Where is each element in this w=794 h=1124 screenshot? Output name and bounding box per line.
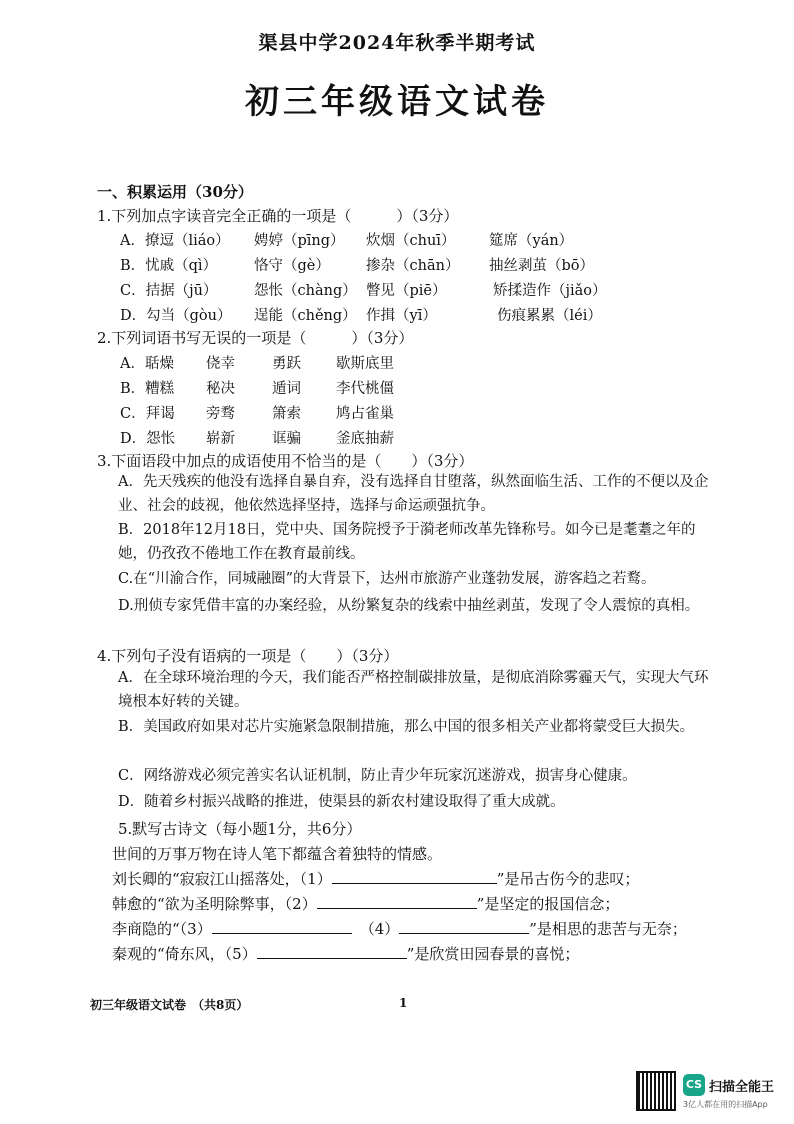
q2-option-a-4: 歇斯底里 [336,356,394,372]
q3-option-d: D.刑侦专家凭借丰富的办案经验，从纷繁复杂的线索中抽丝剥茧，发现了令人震惊的真相。 [118,598,700,614]
q1-option-c-3: 瞥见（piē） [366,283,447,299]
q2-option-a-1: A．聒燥 [120,356,174,372]
q5-intro: 世间的万事万物在诗人笔下都蕴含着独特的情感。 [112,845,443,863]
answer-blank-1[interactable] [332,869,497,884]
scanner-app-tagline: 3亿人都在用的扫描App [683,1100,768,1109]
q1-option-a-4: 筵席（yán） [489,233,574,249]
q2-option-b-2: 秘决 [206,381,235,397]
school-exam-name: 渠县中学2024年秋季半期考试 [258,32,536,54]
q3-stem: 3.下面语段中加点的成语使用不恰当的是（ ）（3分） [97,452,474,470]
q1-option-c-1: C．拮据（jū） [120,283,218,299]
q1-option-d-2: 逞能（chěng） [254,308,357,324]
q1-option-b-3: 掺杂（chān） [366,258,460,274]
q5-line-2-suffix: ”是坚定的报国信念； [476,895,620,913]
q1-option-a-3: 炊烟（chuī） [366,233,456,249]
answer-blank-5[interactable] [257,944,407,959]
scanner-app-name: 扫描全能王 [709,1080,775,1095]
q2-option-b-4: 李代桃僵 [336,381,394,397]
q2-option-c-3: 箫索 [272,406,301,422]
q3-option-c: C.在“川渝合作，同城融圈”的大背景下，达州市旅游产业蓬勃发展，游客趋之若鹜。 [118,571,656,587]
q2-option-d-2: 崭新 [206,431,235,447]
q5-line-3-suffix: ”是相思的悲苦与无奈； [529,920,687,938]
q5-line-4-suffix: ”是欣赏田园春景的喜悦； [406,945,580,963]
q1-option-d-3: 作揖（yī） [366,308,437,324]
q5-line-1-suffix: ”是吊古伤今的悲叹； [496,870,640,888]
q3-option-a: A．先天残疾的他没有选择自暴自弃，没有选择自甘堕落，纵然面临生活、工作的不便以及企业、社会的歧视，他依然选择坚持，选择与命运顽强抗争。 [118,474,709,514]
q2-stem: 2.下列词语书写无误的一项是（ ）（3分） [97,329,414,347]
q1-option-b-2: 恪守（gè） [254,258,330,274]
q2-option-a-3: 勇跃 [272,356,301,372]
q2-option-b-1: B．糟糕 [120,381,175,397]
q1-option-a-2: 娉婷（pīng） [254,233,345,249]
q5-line-4 [112,943,579,964]
q1-option-d-1: D．勾当（gòu） [120,308,232,324]
q1-option-b-4: 抽丝剥茧（bō） [489,258,595,274]
q2-option-c-2: 旁骛 [206,406,235,422]
q4-option-b: B．美国政府如果对芯片实施紧急限制措施，那么中国的很多相关产业都将蒙受巨大损失。 [118,719,695,735]
qr-code-icon [636,1071,676,1111]
q1-option-a-1: A．撩逗（liáo） [120,233,230,249]
answer-blank-4[interactable] [399,919,529,934]
q2-option-d-4: 釜底抽薪 [336,431,394,447]
footer-paper-info: 初三年级语文试卷 （共8页） [90,998,249,1012]
q5-line-1 [112,868,639,889]
q4-option-a: A．在全球环境治理的今天，我们能否严格控制碳排放量，是彻底消除雾霾天气，实现大气环境根本好转的关键。 [118,670,709,710]
q2-option-c-4: 鸠占雀巢 [336,406,394,422]
q4-option-d: D．随着乡村振兴战略的推进，使渠县的新农村建设取得了重大成就。 [118,794,565,810]
q5-line-2 [112,893,619,914]
camscanner-logo-icon: CS [683,1074,705,1096]
answer-blank-3[interactable] [212,919,352,934]
paper-title: 初三年级语文试卷 [245,82,549,122]
page-number: 1 [399,996,408,1010]
q5-line-3 [112,918,687,939]
q4-stem: 4.下列句子没有语病的一项是（ ）（3分） [97,647,399,665]
q5-line-1-prefix: 刘长卿的“寂寂江山摇落处，（1） [112,870,332,888]
section-heading: 一、积累运用（30分） [97,183,253,201]
q2-option-a-2: 侥幸 [206,356,235,372]
q5-line-3-mid: （4） [359,920,400,938]
q2-option-d-3: 诓骗 [272,431,301,447]
q2-option-d-1: D．怨怅 [120,431,176,447]
q5-line-3-prefix: 李商隐的“（3） [112,920,212,938]
q1-option-b-1: B．忧戚（qì） [120,258,218,274]
q1-option-c-4: 矫揉造作（jiǎo） [493,283,607,299]
q1-option-c-2: 怨怅（chàng） [254,283,357,299]
q5-stem: 5.默写古诗文（每小题1分，共6分） [118,820,362,838]
q5-line-4-prefix: 秦观的“倚东风，（5） [112,945,257,963]
q1-stem: 1.下列加点字读音完全正确的一项是（ ）（3分） [97,207,459,225]
answer-blank-2[interactable] [317,894,477,909]
q2-option-c-1: C．拜谒 [120,406,175,422]
q1-option-d-4: 伤痕累累（léi） [497,308,602,324]
q5-line-2-prefix: 韩愈的“欲为圣明除弊事，（2） [112,895,317,913]
q2-option-b-3: 遁词 [272,381,301,397]
q4-option-c: C．网络游戏必须完善实名认证机制，防止青少年玩家沉迷游戏，损害身心健康。 [118,768,637,784]
q3-option-b: B．2018年12月18日，党中央、国务院授予于漪老师改革先锋称号。如今已是耄耋之年的她，仍孜孜不倦地工作在教育最前线。 [118,522,696,562]
